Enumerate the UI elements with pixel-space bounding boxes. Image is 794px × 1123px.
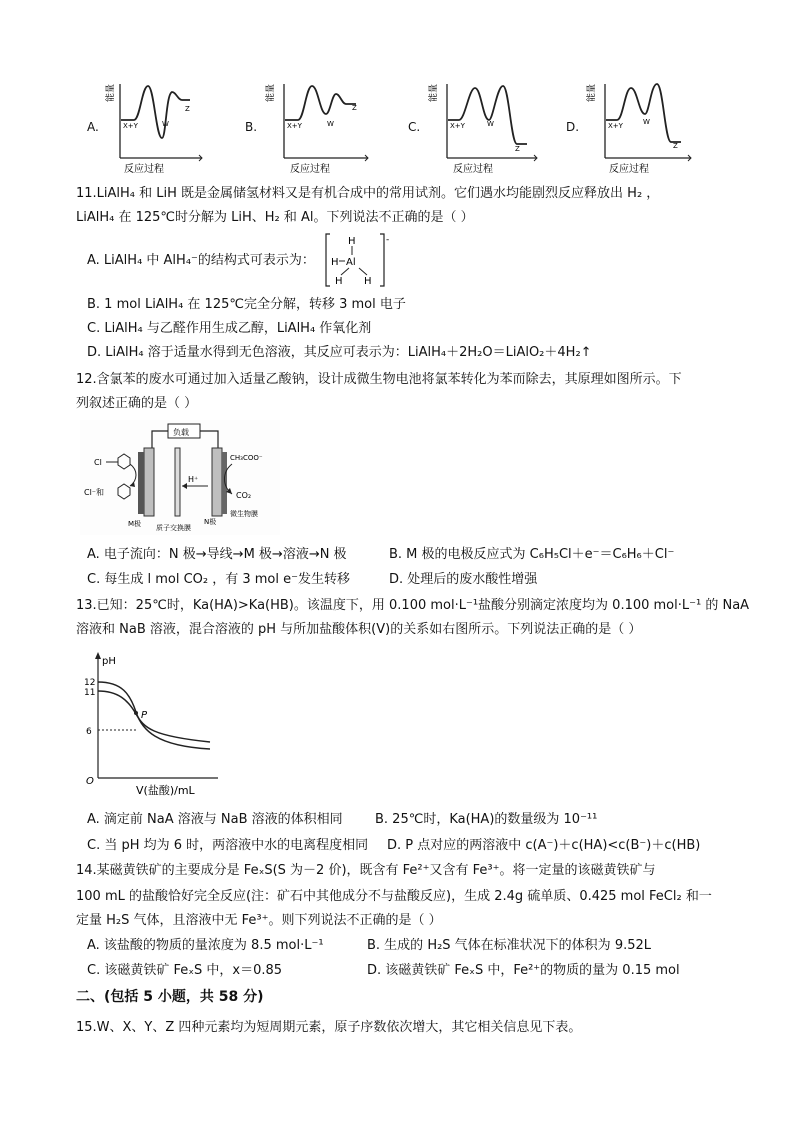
mid-label: W [643,118,650,126]
mid-label: W [162,120,169,128]
q14-stem-line1: 14.某磁黄铁矿的主要成分是 FeₓS(S 为－2 价)，既含有 Fe²⁺又含有 Fe³⁺。将一定量的该磁黄铁矿与 [76,863,656,878]
tick-12: 12 [84,678,96,688]
end-label: Z [352,104,357,112]
y-axis-label: 能量 [266,83,276,102]
energy-curve-d [585,76,695,174]
h-top: H [348,236,356,247]
end-label: Z [185,105,190,113]
q14-stem-line2: 100 mL 的盐酸恰好完全反应(注：矿石中其他成分不与盐酸反应)，生成 2.4g 硫单质、0.425 mol FeCl₂ 和一 [76,889,712,904]
x-axis-label: 反应过程 [609,164,649,174]
start-label: X+Y [608,122,623,130]
y-axis-label: 能量 [106,83,116,102]
co2-label: CO₂ [236,491,252,500]
acetate-label: CH₃COO⁻ [230,454,263,462]
biofilm-label: 微生物膜 [230,510,258,518]
option-letter: C. [408,120,421,134]
h-bottom-right: H [364,276,372,287]
q13-option-c: C. 当 pH 均为 6 时，两溶液中水的电离程度相同 [87,838,369,853]
mid-label: W [327,120,334,128]
q12-option-b: B. M 极的电极反应式为 C₆H₅Cl＋e⁻＝C₆H₆＋Cl⁻ [389,547,675,562]
option-letter: B. [245,120,258,134]
y-axis-label: 能量 [587,83,597,102]
q13-stem-line1: 13.已知：25℃时，Ka(HA)>Ka(HB)。该温度下，用 0.100 mol·L⁻¹盐酸分别滴定浓度均为 0.100 mol·L⁻¹ 的 NaA [76,598,750,613]
y-axis-label: pH [102,656,116,667]
energy-curve-c [427,76,541,174]
x-axis-label: 反应过程 [290,164,330,174]
h-left: H [331,257,339,268]
microbial-cell-diagram [80,420,280,535]
q11-option-d: D. LiAlH₄ 溶于适量水得到无色溶液，其反应可表示为：LiAlH₄＋2H₂O＝LiAlO₂＋4H₂↑ [87,345,592,360]
q13-option-b: B. 25℃时，Ka(HA)的数量级为 10⁻¹¹ [375,812,598,827]
q12-option-c: C. 每生成 l mol CO₂ ，有 3 mol e⁻发生转移 [87,572,350,587]
energy-diagram-d [565,76,695,174]
al-center: Al [346,257,356,268]
mid-label: W [487,120,494,128]
end-label: Z [515,145,520,153]
point-p-label: P [141,710,148,721]
q12-option-a: A. 电子流向：N 极→导线→M 极→溶液→N 极 [87,547,347,562]
q14-stem-line3: 定量 H₂S 气体，且溶液中无 Fe³⁺。则下列说法不正确的是（ ） [76,913,442,928]
charge-label: - [386,235,390,245]
q14-option-c: C. 该磁黄铁矿 FeₓS 中，x＝0.85 [87,963,283,978]
x-axis-label: 反应过程 [453,164,493,174]
n-pole-label: N极 [204,518,217,526]
end-label: Z [673,142,678,150]
q11-option-a: A. LiAlH₄ 中 AlH₄⁻的结构式可表示为： [87,253,315,268]
energy-diagram-a [84,76,204,174]
ph-titration-graph [82,648,222,798]
y-axis-label: 能量 [429,83,439,102]
origin-label: O [86,776,94,787]
hplus-label: H⁺ [188,475,199,484]
tick-6: 6 [86,727,92,737]
cl-minus-and-label: Cl⁻和 [84,488,105,497]
q13-option-a: A. 滴定前 NaA 溶液与 NaB 溶液的体积相同 [87,812,343,827]
q14-option-d: D. 该磁黄铁矿 FeₓS 中，Fe²⁺的物质的量为 0.15 mol [367,963,680,978]
energy-curve-b [264,76,372,174]
h-bottom-left: H [335,276,343,287]
m-pole-label: M极 [128,520,142,528]
load-label: 负载 [173,428,189,437]
q11-stem-line2: LiAlH₄ 在 125℃时分解为 LiH、H₂ 和 Al。下列说法不正确的是（ ） [76,210,474,225]
q13-stem-line2: 溶液和 NaB 溶液，混合溶液的 pH 与所加盐酸体积(V)的关系如右图所示。下列说法正确的是（ ） [76,622,642,637]
x-axis-label: V(盐酸)/mL [136,784,195,797]
section-heading: 二、(包括 5 小题，共 58 分) [76,989,264,1005]
q14-option-a: A. 该盐酸的物质的量浓度为 8.5 mol·L⁻¹ [87,938,324,953]
start-label: X+Y [123,122,138,130]
cl-label: Cl [94,458,102,467]
energy-diagram-c [407,76,542,174]
start-label: X+Y [287,122,302,130]
q15-stem: 15.W、X、Y、Z 四种元素均为短周期元素，原子序数依次增大，其它相关信息见下表。 [76,1020,582,1035]
q11-option-c: C. LiAlH₄ 与乙醛作用生成乙醇，LiAlH₄ 作氧化剂 [87,321,372,336]
q11-option-b: B. 1 mol LiAlH₄ 在 125℃完全分解，转移 3 mol 电子 [87,297,406,312]
energy-curve-a [104,76,204,174]
q13-option-d: D. P 点对应的两溶液中 c(A⁻)＋c(HA)<c(B⁻)＋c(HB) [387,838,701,853]
energy-diagram-b [242,76,372,174]
tick-11: 11 [84,688,96,698]
q14-option-b: B. 生成的 H₂S 气体在标准状况下的体积为 9.52L [367,938,652,953]
alh4-structure [322,232,394,288]
option-letter: A. [87,120,99,134]
q12-stem-line1: 12.含氯苯的废水可通过加入适量乙酸钠，设计成微生物电池将氯苯转化为苯而除去，其原理如图所示。下 [76,372,682,387]
q12-stem-line2: 列叙述正确的是（ ） [76,396,198,411]
x-axis-label: 反应过程 [124,164,164,174]
membrane-label: 质子交换膜 [156,524,191,532]
q11-stem-line1: 11.LiAlH₄ 和 LiH 既是金属储氢材料又是有机合成中的常用试剂。它们遇水均能剧烈反应释放出 H₂ ， [76,186,660,201]
option-letter: D. [566,120,580,134]
q12-option-d: D. 处理后的废水酸性增强 [389,572,538,587]
start-label: X+Y [450,122,465,130]
